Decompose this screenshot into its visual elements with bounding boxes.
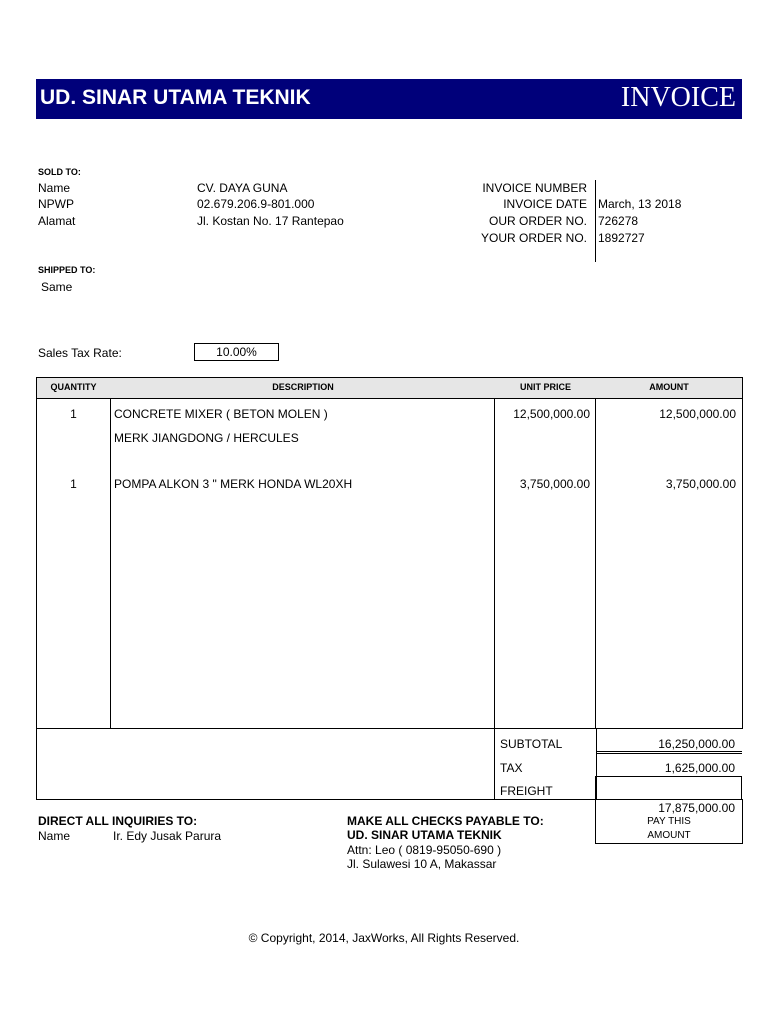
checks-heading: MAKE ALL CHECKS PAYABLE TO: [347,814,544,828]
sold-to-npwp-label: NPWP [38,197,74,211]
column-header-quantity: QUANTITY [50,382,97,392]
subtotal-label: SUBTOTAL [500,737,563,751]
total-value: 17,875,000.00 [658,801,735,815]
our-order-value: 726278 [598,214,639,228]
sold-to-name-label: Name [38,181,71,195]
sales-tax-label: Sales Tax Rate: [38,346,122,360]
company-name: UD. SINAR UTAMA TEKNIK [40,86,311,109]
sold-to-npwp-value: 02.679.206.9-801.000 [197,197,315,211]
checks-address: Jl. Sulawesi 10 A, Makassar [347,857,497,871]
row1-description-detail: MERK JIANGDONG / HERCULES [114,431,299,445]
shipped-to-value: Same [41,280,73,294]
checks-attn: Attn: Leo ( 0819-95050-690 ) [347,843,502,857]
freight-box-edge [741,776,742,799]
tax-label: TAX [500,761,523,775]
column-header-description: DESCRIPTION [272,382,334,392]
invoice-title: INVOICE [620,82,736,113]
freight-label: FREIGHT [500,784,553,798]
copyright-text: © Copyright, 2014, JaxWorks, All Rights Reserved. [248,931,520,945]
your-order-value: 1892727 [598,231,645,245]
your-order-label: YOUR ORDER NO. [480,231,587,245]
row2-unit-price: 3,750,000.00 [519,477,590,491]
inquiries-name-label: Name [38,829,71,843]
row2-amount: 3,750,000.00 [665,477,736,491]
invoice-date-label: INVOICE DATE [503,197,587,211]
row1-unit-price: 12,500,000.00 [513,407,590,421]
column-header-unit-price: UNIT PRICE [519,382,571,392]
inquiries-heading: DIRECT ALL INQUIRIES TO: [38,814,198,828]
sales-tax-value: 10.00% [194,343,279,361]
column-divider [595,398,596,729]
our-order-label: OUR ORDER NO. [488,214,587,228]
sold-to-address-label: Alamat [38,214,76,228]
row1-quantity: 1 [70,407,77,421]
row2-quantity: 1 [70,477,77,491]
freight-box-edge [595,776,596,799]
row1-description: CONCRETE MIXER ( BETON MOLEN ) [114,407,328,421]
subtotal-line [596,753,742,754]
checks-company: UD. SINAR UTAMA TEKNIK [347,828,502,842]
row2-description: POMPA ALKON 3 " MERK HONDA WL20XH [114,477,353,491]
invoice-date-value: March, 13 2018 [598,197,682,211]
invoice-number-label: INVOICE NUMBER [482,181,587,195]
row1-amount: 12,500,000.00 [659,407,736,421]
sold-to-address-value: Jl. Kostan No. 17 Rantepao [197,214,344,228]
column-divider [110,398,111,729]
tax-value: 1,625,000.00 [664,761,735,775]
inquiries-name-value: Ir. Edy Jusak Parura [113,829,222,843]
info-divider [595,180,596,262]
column-header-amount: AMOUNT [649,382,689,392]
amount-label: AMOUNT [647,830,691,841]
sold-to-name-value: CV. DAYA GUNA [197,181,288,195]
subtotal-line [596,751,742,752]
shipped-to-heading: SHIPPED TO: [38,265,96,275]
sold-to-heading: SOLD TO: [38,167,81,177]
tax-line [596,776,742,777]
pay-this-label: PAY THIS [647,816,691,827]
subtotal-value: 16,250,000.00 [658,737,735,751]
items-table-body [36,398,743,729]
